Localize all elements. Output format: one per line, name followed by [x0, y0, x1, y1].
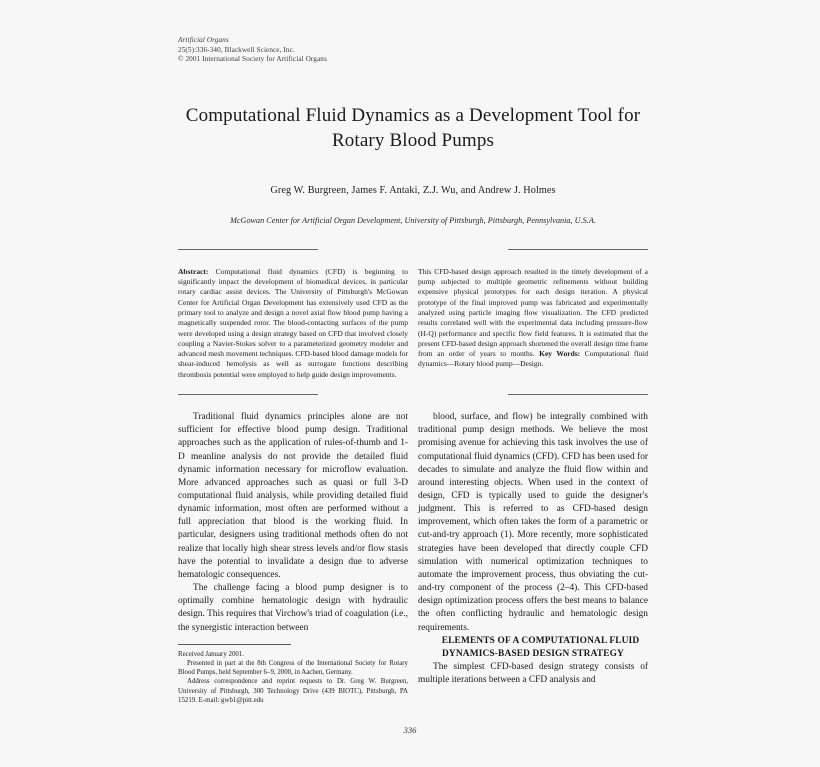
page-title: Computational Fluid Dynamics as a Development Tool for Rotary Blood Pumps — [185, 104, 641, 151]
body-column-right — [418, 411, 648, 705]
rule-left — [178, 249, 318, 250]
rule-right — [508, 249, 648, 250]
journal-citation: 25(5):336-340, Blackwell Science, Inc. — [178, 45, 295, 54]
keywords-text: Computational fluid dynamics—Rotary blood pump—Design. — [418, 349, 649, 369]
abstract-top-rules — [178, 249, 648, 250]
keywords-label: Key Words: — [539, 349, 581, 359]
footnote-rule — [178, 644, 291, 645]
footnote-block — [178, 650, 408, 705]
paragraph: Traditional fluid dynamics principles alone are not sufficient for effective blood pump design. Traditional approaches such as the application of rules-of-thumb and 1-D meanline analysis do not provide the detailed fluid dynamic information necessary for microflow evaluation. More advanced approaches such as quasi or full 3-D computational fluid analysis, while providing detailed fluid dynamic information, most often are performed without a full appreciation that blood is the working fluid. In particular, designers using traditional methods often do not realize that locally high shear stress levels and/or flow stasis have the potential to invalidate a design due to adverse hematologic consequences. — [178, 412, 408, 580]
footnote-received: Received January 2001. — [178, 650, 245, 658]
page-number: 336 — [403, 725, 417, 735]
journal-masthead — [178, 36, 648, 65]
rule-left-lower — [178, 394, 318, 395]
abstract-text-left: Computational fluid dynamics (CFD) is beginning to significantly impact the development of biomedical devices, in particular rotary cardiac assist devices. The University of Pittsburgh's McGowan Center for Artificial Organ Development has extensively used CFD as the primary tool to analyze and design a novel axial flow blood pump having a magnetically suspended rotor. The blood-contacting surfaces of the pump were developed using a design strategy based on CFD that involved closely coupling a Navier-Stokes solver to a parameterized geometry modeler and advanced mesh movement techniques. CFD-based blood damage models for shear-induced hemolysis as well as surrogate functions describing thrombosis potential were employed to help guide design improvements. — [178, 266, 408, 379]
abstract-label: Abstract: — [178, 266, 209, 276]
author-list: Greg W. Burgreen, James F. Antaki, Z.J. Wu, and Andrew J. Holmes — [270, 184, 556, 196]
abstract-bottom-rules — [178, 394, 648, 395]
section-heading: ELEMENTS OF A COMPUTATIONAL FLUID DYNAMICS-BASED DESIGN STRATEGY — [441, 635, 640, 659]
abstract-column-right — [418, 267, 648, 380]
abstract — [178, 267, 648, 380]
paragraph: The challenge facing a blood pump designer is to optimally combine hematologic design with hydraulic design. This requires that Virchow's triad of coagulation (i.e., the synergistic interaction between — [178, 583, 408, 633]
footnote-presented: Presented in part at the 8th Congress of the International Society for Rotary Blood Pumps, held September 6–9, 2000, in Aachen, Germany. — [178, 659, 408, 677]
body-column-left — [178, 411, 408, 705]
rule-right-lower — [508, 394, 648, 395]
paragraph: The simplest CFD-based design strategy consists of multiple iterations between a CFD analysis and — [418, 661, 648, 685]
footnote-correspondence: Address correspondence and reprint requests to Dr. Greg W. Burgreen, University of Pittsburgh, 300 Technology Drive (439 BIOTC), Pittsburgh, PA 15219. E-mail: gwb1@pitt.edu — [178, 678, 408, 704]
affiliation: McGowan Center for Artificial Organ Development, University of Pittsburgh, Pittsburgh, Pennsylvania, U.S.A. — [230, 215, 596, 225]
abstract-column-left — [178, 267, 408, 380]
journal-name: Artificial Organs — [178, 36, 229, 44]
journal-copyright: © 2001 International Society for Artificial Organs — [178, 55, 327, 64]
article-body — [178, 411, 648, 705]
abstract-text-right: This CFD-based design approach resulted in the timely development of a pump subjected to multiple geometric refinements without building expensive physical prototypes for each design iteration. A physical prototype of the final improved pump was fabricated and experimentally analyzed using particle imaging flow visualization. The CFD predicted results correlated well with the experimental data including pressure-flow (H-Q) performance and specific flow field features. It is estimated that the present CFD-based design approach shortened the overall design time frame from an order of years to months. — [418, 266, 648, 359]
paragraph: blood, surface, and flow) be integrally combined with traditional pump design methods. We believe the most promising avenue for achieving this task involves the use of computational fluid dynamics (CFD). CFD has been used for decades to simulate and analyze the fluid flow within and around interesting objects. When used in the context of design, CFD is typically used to guide the designer's judgment. This is referred to as CFD-based design improvement, which often takes the form of a parametric or cut-and-try approach (1). More recently, more sophisticated strategies have been developed that directly couple CFD simulation with numerical optimization techniques to automate the improvement process, thus obviating the cut-and-try component of the process (2–4). This CFD-based design optimization process offers the best means to balance the often conflicting hydraulic and hematologic design requirements. — [418, 412, 648, 633]
